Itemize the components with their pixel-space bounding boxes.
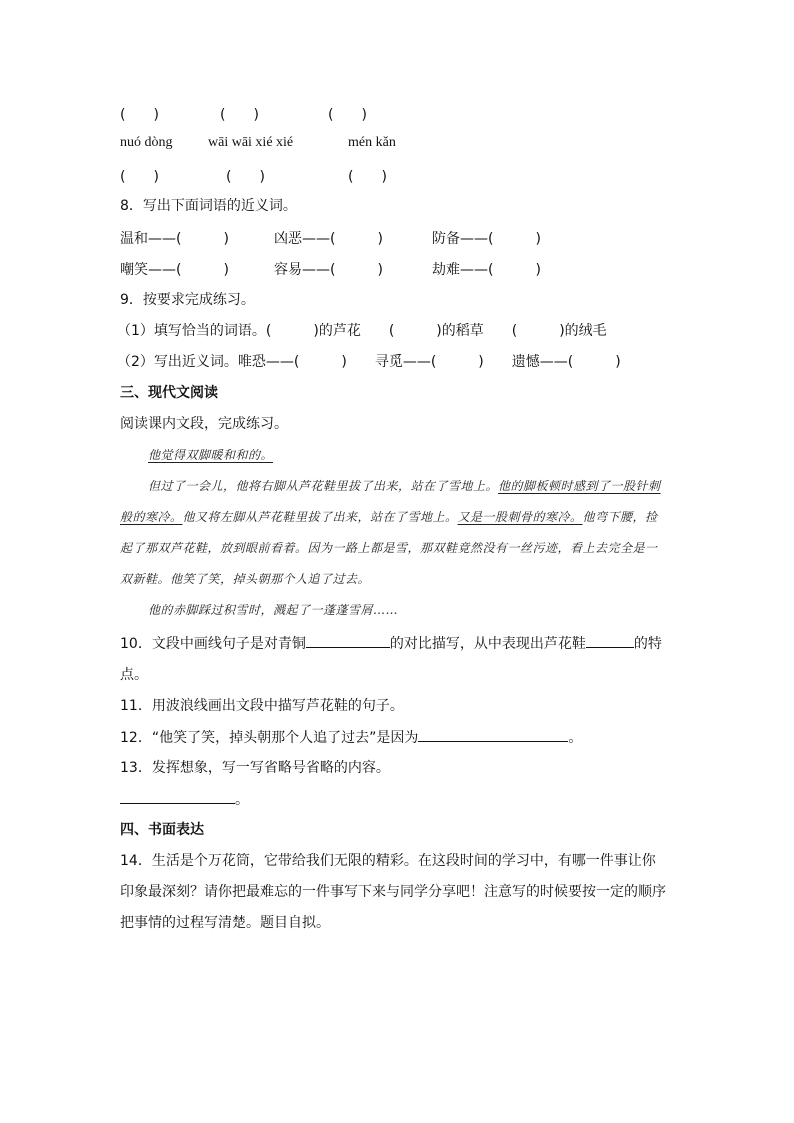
q12-part-b: 。 <box>568 730 583 746</box>
section-4-heading: 四、书面表达 <box>120 822 204 838</box>
q8-item-4: 嘲笑——( ) <box>120 262 229 278</box>
q8-item-5: 容易——( ) <box>274 262 383 278</box>
q14: 14．生活是个万花筒，它带给我们无限的精彩。在这段时间的学习中，有哪一件事让你印象最深刻？请你把最难忘的一件事写下来与同学分享吧！注意写的时候要按一定的顺序把事情的过程写清楚。题目自拟。 <box>120 853 666 931</box>
q12-part-a: 12．“他笑了笑，掉头朝那个人追了过去”是因为 <box>120 730 419 746</box>
passage-sentence-c: 他又将左脚从芦花鞋里拔了出来，站在了雪地上。 <box>182 510 458 524</box>
q8-item-2: 凶恶——( ) <box>274 231 383 247</box>
q10-blank-1[interactable] <box>306 633 390 648</box>
q9-title: 9．按要求完成练习。 <box>120 292 255 308</box>
q9-part-2: （2）写出近义词。唯恐——( ) 寻觅——( ) 遗憾——( ) <box>117 354 621 370</box>
q8-item-3: 防备——( ) <box>432 231 541 247</box>
q12 <box>120 727 582 748</box>
paren-row-1-item-3: ( ) <box>328 107 367 123</box>
passage-sentence-a: 但过了一会儿，他将右脚从芦花鞋里拔了出来，站在了雪地上。 <box>148 479 499 493</box>
q10-part-c: 的特 <box>633 636 662 652</box>
q10-blank-2[interactable] <box>586 633 634 648</box>
reading-passage <box>120 440 668 626</box>
paren-row-1-item-1: ( ) <box>120 107 159 123</box>
q10 <box>120 629 668 691</box>
q13-blank[interactable] <box>120 789 235 804</box>
pinyin-1: nuó dòng <box>120 135 173 150</box>
q13-end: 。 <box>235 792 249 808</box>
paren-row-1-item-2: ( ) <box>220 107 259 123</box>
passage-underlined-sentence-d: 又是一股刺骨的寒冷。 <box>457 510 583 524</box>
section-3-instruction: 阅读课内文段，完成练习。 <box>120 416 288 432</box>
q11: 11．用波浪线画出文段中描写芦花鞋的句子。 <box>120 698 404 714</box>
paren-row-2-item-2: ( ) <box>226 169 265 185</box>
pinyin-3: mén kǎn <box>348 135 396 150</box>
q12-blank[interactable] <box>418 727 568 742</box>
passage-paragraph-3: 他的赤脚踩过积雪时，溅起了一蓬蓬雪屑…… <box>148 603 399 617</box>
q9-part-1: （1）填写恰当的词语。( )的芦花 ( )的稻草 ( )的绒毛 <box>117 323 607 339</box>
q8-title: 8．写出下面词语的近义词。 <box>120 198 297 214</box>
q13-prompt: 13．发挥想象，写一写省略号省略的内容。 <box>120 760 390 776</box>
paren-row-2-item-1: ( ) <box>120 169 159 185</box>
q10-part-d: 点。 <box>120 667 148 683</box>
q8-item-1: 温和——( ) <box>120 231 229 247</box>
passage-underlined-line-1: 他觉得双脚暖和和的。 <box>148 448 274 462</box>
passage-underlined-sentence-b: 他的脚板顿时感到了一股针刺般的寒冷。 <box>120 479 661 524</box>
q10-part-a: 10．文段中画线句子是对青铜 <box>120 636 306 652</box>
q10-part-b: 的对比描写，从中表现出芦花鞋 <box>389 636 586 652</box>
passage-sentence-e: 他弯下腰，捡起了那双芦花鞋，放到眼前看着。因为一路上都是雪，那双鞋竟然没有一丝污迹，看上去完全是一双新鞋。他笑了笑，掉头朝那个人追了过去。 <box>120 510 658 586</box>
paren-row-2-item-3: ( ) <box>348 169 387 185</box>
q13-answer-line <box>120 789 249 810</box>
q8-item-6: 劫难——( ) <box>432 262 541 278</box>
section-3-heading: 三、现代文阅读 <box>120 385 218 401</box>
pinyin-2: wāi wāi xié xié <box>208 135 294 150</box>
